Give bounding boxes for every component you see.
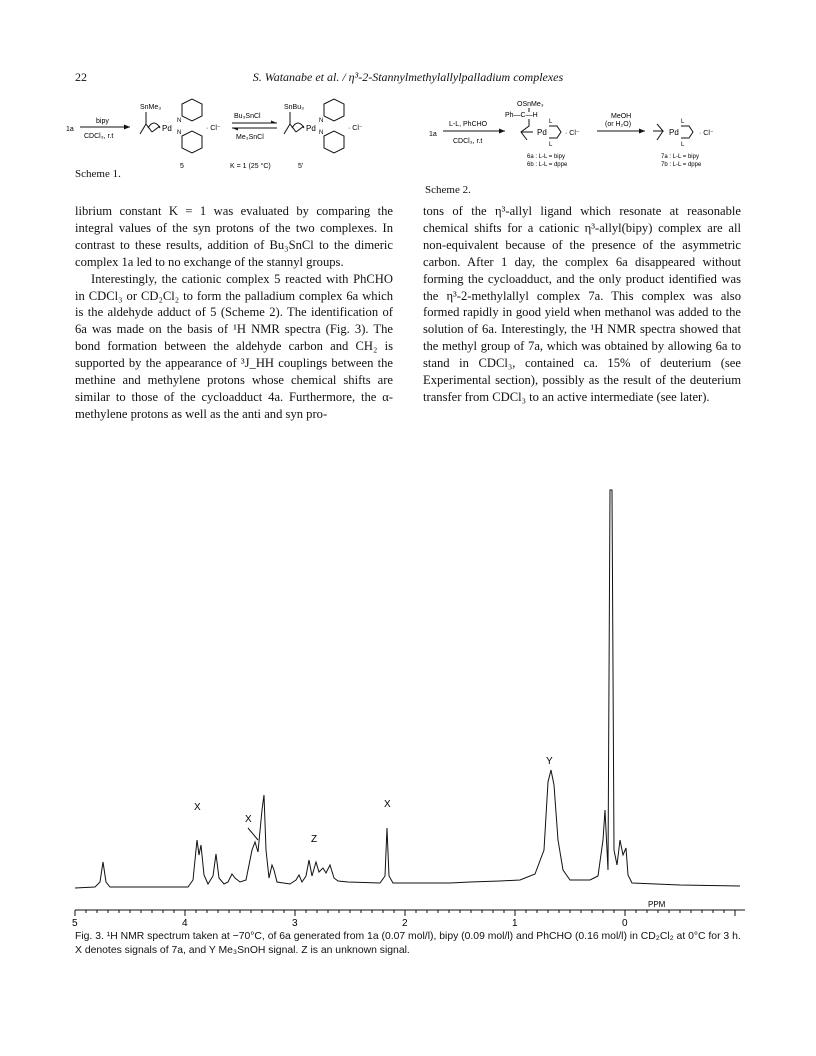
svg-text:Pd: Pd	[669, 128, 679, 137]
scheme2-counter2: · Cl⁻	[699, 130, 714, 137]
scheme1-eq-top: Bu₃SnCl	[234, 113, 261, 120]
scheme2-label6a: 6a : L-L = bipy	[527, 154, 565, 160]
scheme2-reagent-bottom: CDCl₃, r.t	[453, 138, 483, 145]
scheme2-label7a: 7a : L-L = bipy	[661, 154, 699, 160]
scheme2-osn: OSnMe₃	[517, 101, 544, 108]
scheme-2-caption: Scheme 2.	[425, 184, 471, 196]
svg-text:N: N	[319, 118, 324, 124]
axis-tick-0: 0	[622, 918, 628, 929]
scheme1-start: 1a	[66, 126, 74, 133]
svg-text:L: L	[549, 119, 553, 125]
svg-text:Pd: Pd	[306, 124, 316, 133]
svg-text:L: L	[681, 119, 685, 125]
scheme1-counter2: · Cl⁻	[348, 125, 363, 132]
axis-tick-3: 3	[292, 918, 298, 929]
axis-ticks	[75, 910, 735, 916]
scheme1-reagent-bottom: CDCl₃, r.t	[84, 133, 114, 140]
scheme2-counter1: · Cl⁻	[565, 130, 580, 137]
scheme2-label6b: 6b : L-L = dppe	[527, 162, 568, 168]
nmr-spectrum	[0, 470, 816, 930]
scheme2-start: 1a	[429, 131, 437, 138]
scheme2-label7b: 7b : L-L = dppe	[661, 162, 702, 168]
svg-text:N: N	[177, 118, 182, 124]
peak-label-x2: X	[245, 814, 252, 825]
running-title: S. Watanabe et al. / η³-2-Stannylmethylallylpalladium complexes	[252, 70, 564, 84]
scheme2-reagent2-top: MeOH	[611, 113, 632, 120]
spectrum-trace	[75, 490, 740, 888]
left-paragraph-2: Interestingly, the cationic complex 5 reacted with PhCHO in CDCl₃ or CD₂Cl₂ to form the palladium complex 6a which is the aldehyde adduct of 5 (Scheme 2). The identification of 6a was made on the basis of ¹H NMR spectra (Fig. 3). The bond formation between the aldehyde carbon and CH₂ is supported by the appearance of ³J_HH couplings between the methine and methylene protons whose chemical shifts are similar to those of the cycloadduct 4a. Furthermore, the α-methylene protons as well as the anti and syn pro-	[75, 271, 393, 421]
peak-label-z: Z	[311, 834, 318, 845]
scheme1-eq-bottom: Me₃SnCl	[236, 134, 264, 141]
svg-text:L: L	[549, 142, 553, 148]
page-number: 22	[75, 70, 87, 84]
svg-text:Pd: Pd	[537, 128, 547, 137]
left-column	[75, 203, 393, 423]
scheme1-label1: 5	[180, 163, 184, 170]
axis-tick-1: 1	[512, 918, 518, 929]
scheme1-reagent-top: bipy	[96, 118, 109, 125]
scheme-2-graphic	[425, 96, 755, 176]
axis-unit: PPM	[648, 900, 666, 909]
figure-3-caption: Fig. 3. ¹H NMR spectrum taken at −70°C, of 6a generated from 1a (0.07 mol/l), bipy (0.09 mol/l) and PhCHO (0.16 mol/l) in CD₂Cl₂ at 0°C for 3 h. X denotes signals of 7a, and Y Me₃SnOH signal. Z is an unknown signal.	[75, 931, 741, 956]
scheme1-sub1: SnMe₃	[140, 104, 162, 111]
svg-text:N: N	[177, 130, 182, 136]
axis-tick-4: 4	[182, 918, 188, 929]
right-column	[423, 203, 741, 406]
svg-text:L: L	[681, 142, 685, 148]
left-paragraph-1: librium constant K = 1 was evaluated by comparing the integral values of the syn protons of the two complexes. In contrast to these results, addition of Bu₃SnCl to the dimeric complex 1a led to no exchange of the stannyl groups.	[75, 204, 393, 269]
scheme-1-graphic	[62, 96, 372, 176]
scheme1-label2: 5'	[298, 163, 304, 170]
svg-text:Pd: Pd	[162, 124, 172, 133]
axis-tick-2: 2	[402, 918, 408, 929]
right-paragraph-1: tons of the η³-allyl ligand which resonate at reasonable chemical shifts for a cationic η³-allyl(bipy) complex are all non-equivalent because of the presence of the asymmetric carbon. After 1 day, the complex 6a disappeared without forming the cycloadduct, and the only product identified was the η³-2-methylallyl complex 7a. This complex was also formed rapidly in good yield when methanol was added to the solution of 6a. Interestingly, the ¹H NMR spectra showed that the methyl group of 7a, which was obtained by allowing 6a to stand in CDCl₃, contained ca. 15% of deuterium (see Experimental section), possibly as the result of the deuterium transfer from CDCl₃ to an active intermediate (see later).	[423, 204, 741, 404]
svg-text:N: N	[319, 130, 324, 136]
scheme2-reagent-top: L-L, PhCHO	[449, 121, 488, 128]
peak-label-x3: X	[384, 799, 391, 810]
scheme2-reagent2-bottom: (or H₂O)	[605, 121, 632, 128]
peak-label-x1: X	[194, 802, 201, 813]
peak-label-y: Y	[546, 756, 553, 767]
scheme-1-caption: Scheme 1.	[75, 168, 121, 180]
scheme1-counter1: · Cl⁻	[206, 125, 221, 132]
scheme2-phch: Ph—C—H	[505, 112, 538, 119]
scheme1-k: K = 1 (25 °C)	[230, 163, 271, 170]
scheme1-sub2: SnBu₃	[284, 104, 304, 111]
axis-tick-5: 5	[72, 918, 78, 929]
